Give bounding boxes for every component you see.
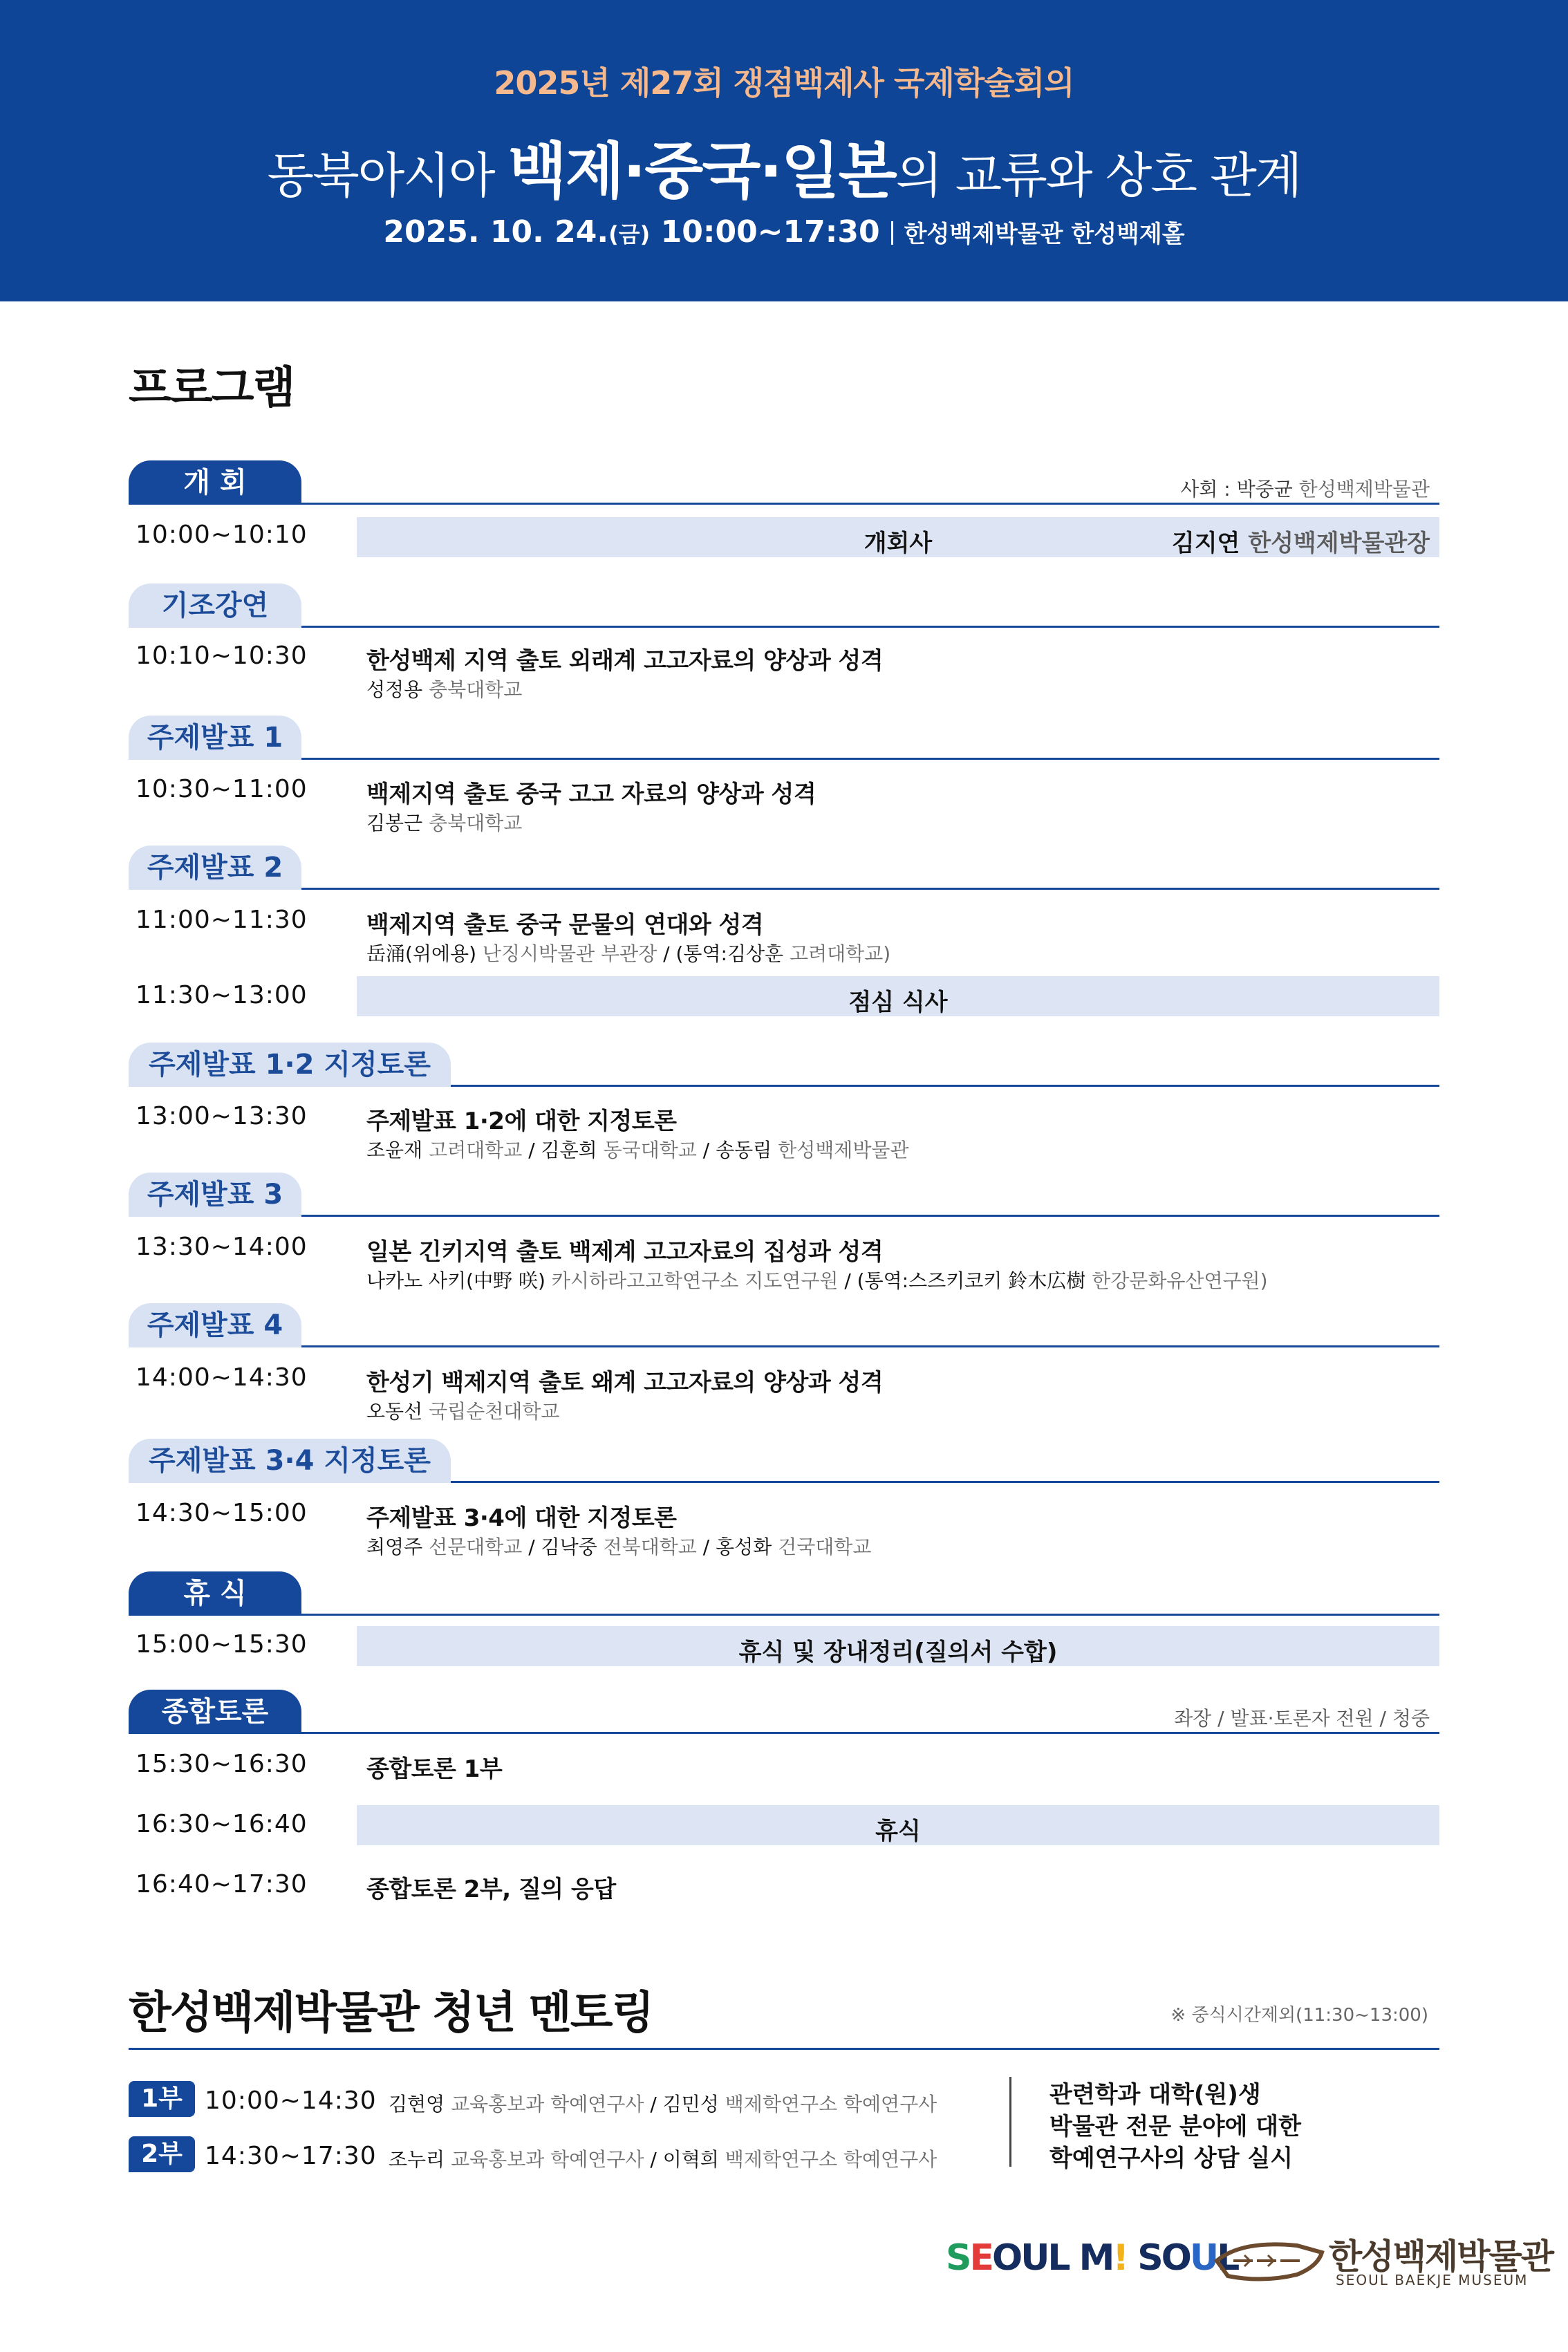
talk-title: 종합토론 1부 [366,1755,503,1783]
talk-title: 종합토론 2부, 질의 응답 [366,1876,616,1903]
mentoring-note: ※ 중식시간제외(11:30~13:00) [1170,2005,1428,2026]
speaker: 나카노 사키(中野 咲) 카시하라고고학연구소 지도연구원 / (통역:스즈키코키 鈴木広樹 한강문화유산연구원) [366,1269,1268,1292]
divider [1009,2077,1011,2167]
header-banner [0,0,1568,301]
museum-logo [1214,2229,1553,2291]
event-datetime [0,214,1568,250]
section-label: 기조강연 [129,584,301,628]
session-time: 10:00~14:30 [205,2087,377,2115]
event-title-highlight: 백제·중국·일본 [507,136,896,207]
program-section-talk4 [129,1303,1439,1347]
divider [891,221,893,245]
section-rule [301,503,1439,505]
event-date: 2025. 10. 24. [383,214,609,250]
event-subtitle: 2025년 제27회 쟁점백제사 국제학술회의 [494,64,1074,102]
museum-name-en: SEOUL BAEKJE MUSEUM [1336,2272,1529,2288]
program-section-opening [129,460,1439,505]
event-time: 10:00~17:30 [660,214,880,250]
time-slot: 15:00~15:30 [136,1630,308,1659]
time-slot: 10:10~10:30 [136,642,308,670]
speaker: 岳涌(위에용) 난징시박물관 부관장 / (통역:김상훈 고려대학교) [366,942,891,965]
program-section-discussion-12 [129,1043,1439,1087]
rest-label: 휴식 [875,1818,921,1845]
time-slot: 11:30~13:00 [136,981,308,1009]
program-section-general [129,1690,1439,1734]
section-rule [301,1732,1439,1734]
time-slot: 14:00~14:30 [136,1363,308,1392]
opening-item: 개회사 [864,530,933,557]
section-label: 주제발표 1·2 지정토론 [129,1043,451,1087]
section-label: 개 회 [129,460,301,505]
moderator-note: 사회 : 박중균 한성백제박물관 [1180,478,1430,501]
talk-title: 주제발표 3·4에 대한 지정토론 [366,1504,677,1532]
speaker: 오동선 국립순천대학교 [366,1400,560,1423]
section-rule [129,2048,1439,2050]
section-rule [301,1614,1439,1616]
section-rule [301,1345,1439,1347]
event-title: 동북아시아 백제·중국·일본의 교류와 상호 관계 [267,136,1301,207]
section-label: 휴 식 [129,1571,301,1616]
section-rule [301,626,1439,628]
museum-name-kr: 한성백제박물관 [1329,2237,1553,2277]
session-time: 14:30~17:30 [205,2142,377,2170]
talk-title: 한성기 백제지역 출토 왜계 고고자료의 양상과 성격 [366,1369,884,1397]
talk-title: 일본 긴키지역 출토 백제계 고고자료의 집성과 성격 [366,1238,884,1266]
time-slot: 13:30~14:00 [136,1233,308,1261]
opening-bar [357,517,1439,557]
speaker: 김봉근 충북대학교 [366,812,523,834]
program-section-talk1 [129,716,1439,760]
talk-title: 백제지역 출토 중국 문물의 연대와 성격 [366,911,764,939]
talk-title: 한성백제 지역 출토 외래계 고고자료의 양상과 성격 [366,647,884,675]
section-label: 주제발표 1 [129,716,301,760]
mentoring-desc-line: 박물관 전문 분야에 대한 [1049,2113,1301,2140]
program-section-break [129,1571,1439,1616]
time-slot: 14:30~15:00 [136,1499,308,1527]
event-venue: 한성백제박물관 한성백제홀 [904,221,1185,248]
mentoring-desc-line: 관련학과 대학(원)생 [1049,2081,1261,2109]
section-label: 종합토론 [129,1690,301,1734]
time-slot: 10:30~11:00 [136,775,308,803]
time-slot: 10:00~10:10 [136,521,308,549]
talk-title: 주제발표 1·2에 대한 지정토론 [366,1108,677,1135]
break-item: 휴식 및 장내정리(질의서 수합) [738,1639,1058,1666]
event-day: (금) [608,221,651,248]
lunch-label: 점심 식사 [848,989,948,1016]
program-section-talk3 [129,1173,1439,1217]
section-label: 주제발표 4 [129,1303,301,1347]
mentoring-desc-line: 학예연구사의 상담 실시 [1049,2145,1294,2172]
general-note: 좌장 / 발표·토론자 전원 / 청중 [1174,1707,1430,1730]
session-badge: 1부 [129,2081,195,2117]
speaker: 성정용 충북대학교 [366,678,523,701]
discussants: 최영주 선문대학교 / 김낙중 전북대학교 / 홍성화 건국대학교 [366,1536,872,1558]
time-slot: 16:30~16:40 [136,1810,308,1838]
time-slot: 13:00~13:30 [136,1102,308,1130]
section-rule [301,1215,1439,1217]
rest-bar [357,1805,1439,1845]
section-rule [301,888,1439,890]
program-section-talk2 [129,846,1439,890]
program-title: 프로그램 [129,363,295,414]
museum-emblem-icon [1214,2236,1325,2284]
time-slot: 11:00~11:30 [136,906,308,934]
section-label: 주제발표 2 [129,846,301,890]
section-rule [451,1481,1439,1483]
opening-speaker: 김지연 한성백제박물관장 [1171,530,1430,557]
session-badge: 2부 [129,2136,195,2172]
discussants: 조윤재 고려대학교 / 김훈희 동국대학교 / 송동림 한성백제박물관 [366,1139,909,1161]
section-label: 주제발표 3 [129,1173,301,1217]
section-rule [301,758,1439,760]
seoul-my-soul-logo: SEOUL M! SOUL [946,2237,1238,2279]
section-rule [451,1085,1439,1087]
session-mentors: 김현영 교육홍보과 학예연구사 / 김민성 백제학연구소 학예연구사 [389,2093,937,2116]
program-section-keynote [129,584,1439,628]
time-slot: 16:40~17:30 [136,1870,308,1898]
lunch-bar [357,976,1439,1016]
session-mentors: 조누리 교육홍보과 학예연구사 / 이혁희 백제학연구소 학예연구사 [389,2148,937,2171]
mentoring-title: 한성백제박물관 청년 멘토링 [129,1988,653,2039]
time-slot: 15:30~16:30 [136,1750,308,1778]
program-section-discussion-34 [129,1439,1439,1483]
section-label: 주제발표 3·4 지정토론 [129,1439,451,1483]
talk-title: 백제지역 출토 중국 고고 자료의 양상과 성격 [366,781,816,808]
break-bar [357,1626,1439,1666]
